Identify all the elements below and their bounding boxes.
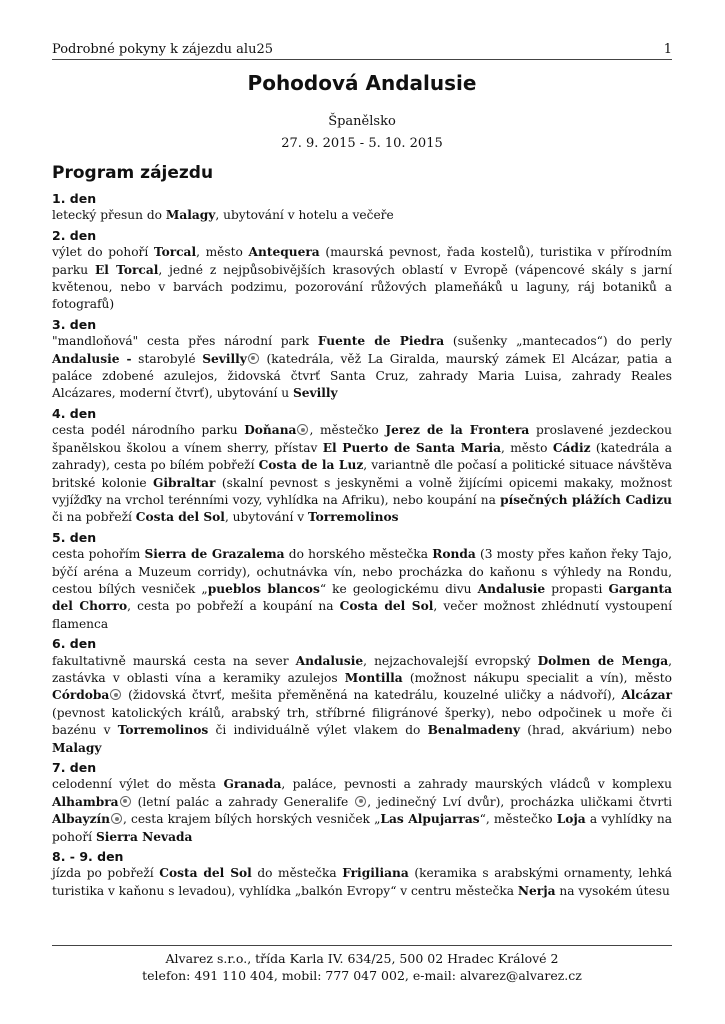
day-label: 6. den — [52, 636, 97, 652]
unesco-heritage-icon — [297, 424, 308, 435]
place-name: Loja — [556, 812, 586, 827]
text-segment: (3 mosty přes kaňon řeky Tajo, býčí aréna a Muzeum corridy), ochutnávka vín, nebo procházka do kaňonu s výhledy na Rondu, cestou bílých vesniček „ — [52, 547, 672, 596]
place-name: Dolmen de Menga — [537, 653, 669, 668]
place-name: Sierra Nevada — [95, 829, 193, 844]
place-name: Fuente de Piedra — [317, 334, 445, 349]
place-name: Cádiz — [552, 440, 591, 455]
text-segment: či na pobřeží — [52, 510, 136, 525]
page-number: 1 — [663, 42, 672, 57]
text-segment: cesta pohořím — [52, 547, 145, 562]
text-segment: proslavené jezdeckou španělskou školou a vínem sherry, přístav — [52, 423, 672, 455]
place-name: Garganta del Chorro — [52, 581, 672, 614]
text-segment: starobylé — [131, 351, 203, 366]
place-name: Jerez de la Frontera — [385, 423, 530, 438]
unesco-heritage-icon — [248, 353, 259, 364]
text-segment: (možnost nákupu specialit a vín), město — [402, 670, 672, 685]
text-segment: (sušenky „mantecados“) do perly — [444, 334, 672, 349]
document-title: Pohodová Andalusie — [247, 71, 477, 95]
footer — [52, 945, 672, 984]
day-label: 7. den — [52, 760, 97, 775]
program-day — [52, 635, 672, 757]
place-name: Frigiliana — [342, 866, 409, 881]
day-description — [52, 244, 672, 314]
text-segment: , městečko — [309, 423, 386, 438]
place-name: Costa del Sol — [135, 510, 225, 525]
day-description — [52, 207, 672, 224]
text-segment: (katedrála a zahrady), cesta po bílém pobřeží — [52, 440, 672, 473]
day-label: 3. den — [52, 316, 97, 332]
text-segment: , cesta krajem bílých horských vesniček „ — [123, 812, 381, 827]
text-segment: či individuálně výlet vlakem do — [208, 723, 428, 738]
text-segment: , variantně dle počasí a politické situace návštěva britské kolonie — [52, 458, 672, 490]
day-label: 4. den — [52, 405, 97, 421]
place-name: Torcal — [153, 245, 197, 260]
text-segment: na vysokém útesu — [555, 883, 670, 898]
text-segment: (hrad, akvárium) nebo — [520, 723, 672, 738]
place-name: Andalusie - — [52, 351, 132, 366]
text-segment: propasti — [545, 581, 609, 596]
text-segment: “, městečko — [479, 812, 557, 827]
day-label: 8. - 9. den — [52, 849, 124, 865]
place-name: Benalmadeny — [427, 723, 521, 738]
place-name: Alhambra — [52, 794, 119, 809]
program-day — [52, 316, 672, 403]
program-heading: Program zájezdu — [52, 163, 214, 183]
place-name: Costa del Sol — [159, 866, 252, 881]
day-label: 5. den — [52, 529, 97, 545]
place-name: El Torcal — [95, 262, 159, 277]
text-segment: (keramika s arabskými ornamenty, lehká turistika v kaňonu s levadou), vyhlídka „balkón Evropy“ v centru městečka — [52, 866, 673, 898]
place-name: Alcázar — [621, 688, 672, 703]
place-name: Las Alpujarras — [380, 812, 480, 827]
trip-dates: 27. 9. 2015 - 5. 10. 2015 — [281, 136, 443, 151]
unesco-heritage-icon — [111, 813, 122, 824]
text-segment: cesta podél národního parku — [52, 423, 245, 438]
place-name: Antequera — [248, 245, 320, 260]
place-name: Malagy — [165, 208, 216, 223]
program-day — [52, 227, 672, 314]
place-name: Malagy — [52, 740, 102, 755]
header-title: Podrobné pokyny k zájezdu alu25 — [52, 42, 273, 57]
place-name: Doňana — [244, 423, 297, 438]
place-name: Torremolinos — [308, 510, 399, 525]
text-segment: (letní palác a zahrady Generalife — [131, 794, 355, 809]
place-name: Sevilly — [202, 351, 247, 366]
text-segment: "mandloňová" cesta přes národní park — [52, 334, 318, 349]
place-name: Ronda — [432, 547, 476, 562]
place-name: Gibraltar — [152, 475, 216, 490]
text-segment: do městečka — [251, 866, 343, 881]
place-name: El Puerto de Santa Maria — [322, 440, 502, 455]
place-name: Albayzín — [52, 812, 110, 827]
place-name: Granada — [223, 777, 282, 792]
footer-address: Alvarez s.r.o., třída Karla IV. 634/25, 500 02 Hradec Králové 2 — [165, 951, 559, 966]
text-segment: , město — [501, 440, 553, 455]
text-segment: , město — [196, 245, 249, 260]
day-description — [52, 776, 672, 846]
text-segment: jízda po pobřeží — [52, 866, 160, 881]
text-segment: (pevnost katolických králů, arabský trh, stříbrné filigránové šperky), nebo odpočinek u moře či bazénu v — [52, 705, 672, 738]
text-segment: (katedrála, věž La Giralda, maurský zámek El Alcázar, patia a paláce zdobené azulejos, židovská čtvrť Santa Cruz, zahrady Maria Luisa, zahrady Reales Alcázares, moderní čtvrť), ubytování u — [52, 351, 672, 401]
text-segment: fakultativně maurská cesta na sever — [52, 653, 296, 668]
footer-contact: telefon: 491 110 404, mobil: 777 047 002, e-mail: alvarez@alvarez.cz — [142, 968, 582, 983]
day-description — [52, 546, 672, 633]
place-name: pueblos blancos — [207, 581, 320, 596]
place-name: Costa del Sol — [339, 599, 434, 614]
place-name: Sevilly — [292, 386, 338, 401]
country: Španělsko — [328, 114, 396, 129]
text-segment: a vyhlídky na pohoří — [52, 812, 673, 844]
program-day — [52, 405, 672, 527]
text-segment: , večer možnost zhlédnutí vystoupení flamenca — [52, 599, 672, 631]
text-segment: výlet do pohoří — [52, 245, 154, 260]
text-segment: , ubytování v — [224, 510, 308, 525]
place-name: Andalusie — [295, 653, 364, 668]
text-segment: , jedné z nejpůsobivějších krasových oblastí v Evropě (vápencové skály s jarní květenou, nebo v barvách podzimu, pozorování růžových plameňáků u laguny, ráj botaniků a fotografů) — [52, 262, 672, 312]
day-label: 2. den — [52, 227, 97, 243]
text-segment: , zastávka v oblasti vína a keramiky azulejos — [52, 653, 673, 685]
place-name: Córdoba — [52, 688, 110, 703]
program-day — [52, 759, 672, 846]
text-segment: , ubytování v hotelu a večeře — [215, 208, 394, 223]
text-segment: , jedinečný Lví dvůr), procházka uličkami čtvrti — [367, 794, 672, 809]
text-segment: celodenní výlet do města — [52, 777, 224, 792]
running-header — [52, 40, 672, 60]
program-list — [52, 190, 672, 902]
program-day — [52, 529, 672, 633]
place-name: Torremolinos — [117, 723, 209, 738]
place-name: Sierra de Grazalema — [144, 547, 285, 562]
text-segment: do horského městečka — [284, 547, 433, 562]
unesco-heritage-icon — [120, 796, 131, 807]
day-description — [52, 422, 672, 526]
place-name: Montilla — [344, 670, 403, 685]
text-segment: , cesta po pobřeží a koupání na — [127, 599, 340, 614]
text-segment: letecký přesun do — [52, 208, 166, 223]
text-segment: (maurská pevnost, řada kostelů), turistika v přírodním parku — [52, 245, 672, 277]
text-segment: “ ke geologickému divu — [319, 581, 478, 596]
text-segment: (skalní pevnost s jeskyněmi a volně žijícími opicemi makaky, možnost vyjížďky na vrchol terénními vozy, vyhlídka na Afriku), nebo koupání na — [52, 475, 672, 507]
text-segment: , nejzachovalejší evropský — [363, 653, 538, 668]
unesco-heritage-icon — [110, 689, 121, 700]
place-name: Costa de la Luz — [258, 458, 364, 473]
program-day — [52, 848, 672, 900]
program-day — [52, 190, 672, 225]
day-description — [52, 865, 672, 900]
text-segment: (židovská čtvrť, mešita přeměněná na katedrálu, kouzelné uličky a nádvoří), — [122, 688, 622, 703]
place-name: Andalusie — [477, 581, 546, 596]
place-name: Nerja — [517, 883, 556, 898]
place-name: písečných plážích Cadizu — [500, 492, 672, 507]
unesco-heritage-icon — [355, 796, 366, 807]
day-description — [52, 653, 672, 757]
text-segment: , paláce, pevnosti a zahrady maurských vládců v komplexu — [281, 777, 672, 792]
day-description — [52, 333, 672, 403]
day-label: 1. den — [52, 191, 97, 206]
